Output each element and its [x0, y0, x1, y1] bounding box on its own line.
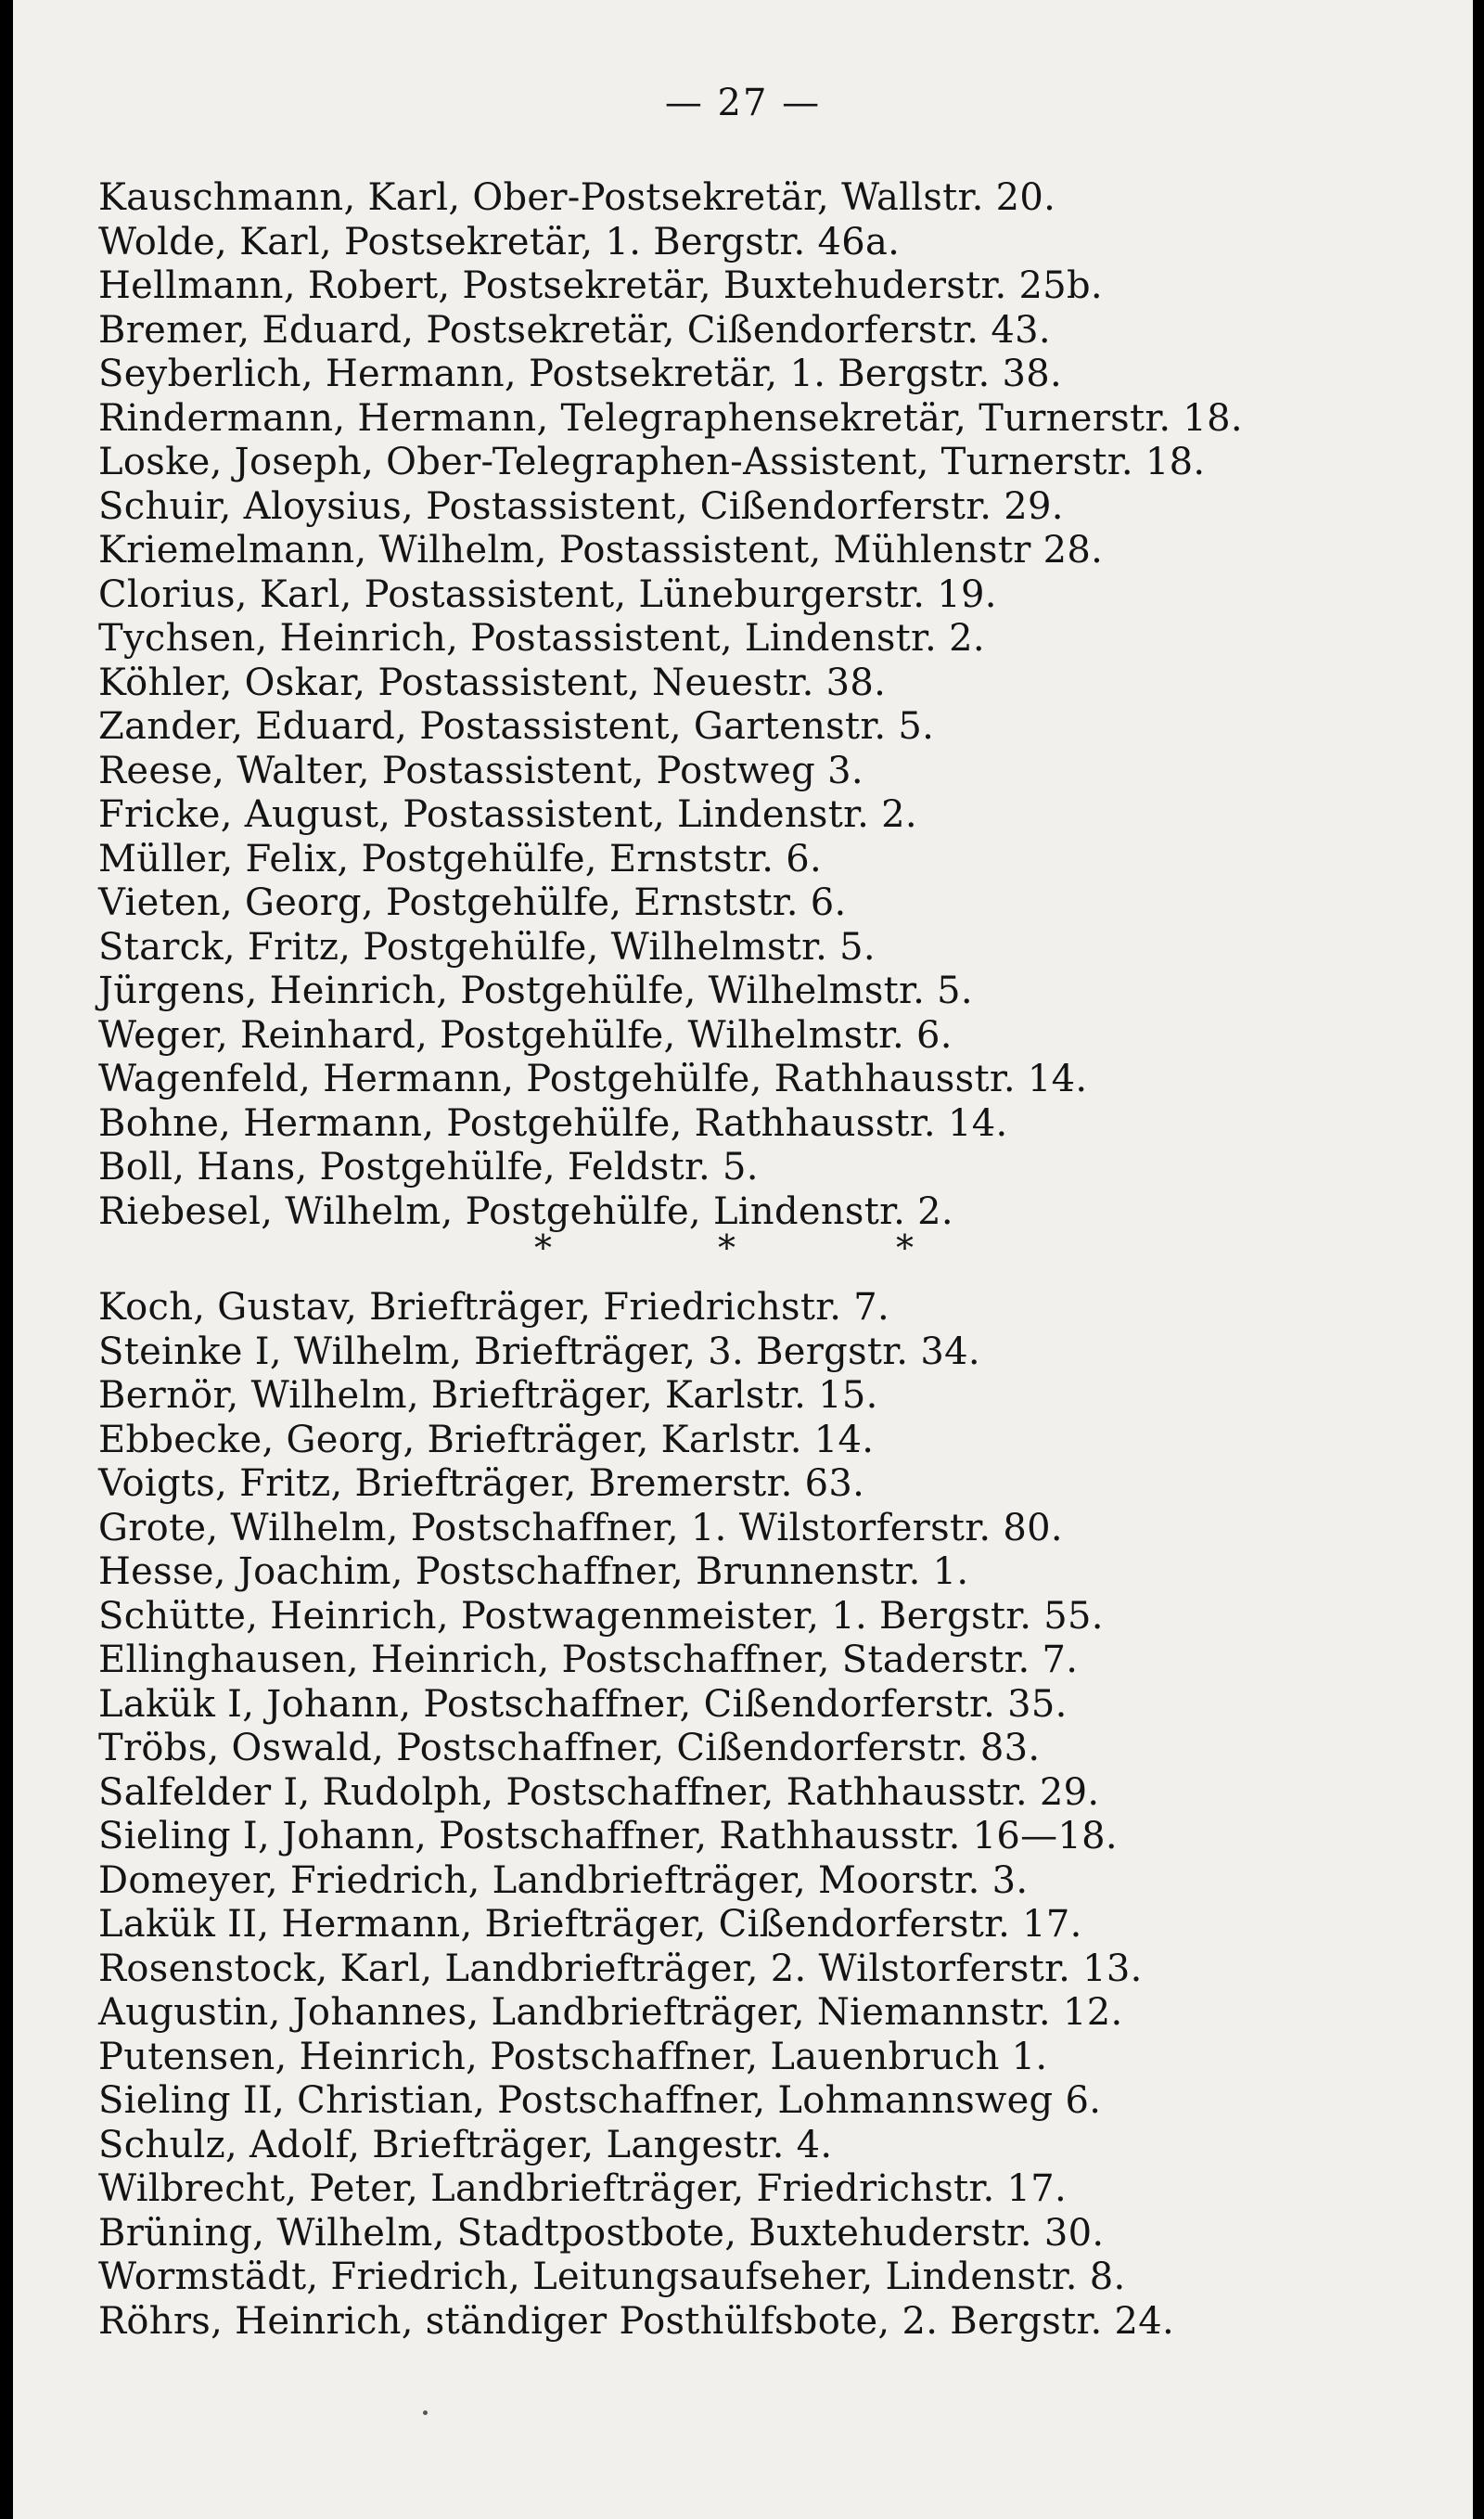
section-postal-officials: [98, 176, 1415, 1234]
ink-speck: [423, 2410, 428, 2415]
list-item: Putensen, Heinrich, Postschaffner, Lauenbruch 1.: [98, 2035, 1048, 2078]
list-item: Kauschmann, Karl, Ober-Postsekretär, Wallstr. 20.: [98, 176, 1056, 219]
list-item: Vieten, Georg, Postgehülfe, Ernststr. 6.: [98, 881, 847, 924]
list-item: Tychsen, Heinrich, Postassistent, Lindenstr. 2.: [98, 617, 985, 660]
list-item: Loske, Joseph, Ober-Telegraphen-Assistent, Turnerstr. 18.: [98, 441, 1206, 483]
list-item: Schuir, Aloysius, Postassistent, Cißendorferstr. 29.: [98, 484, 1064, 528]
list-item: Rindermann, Hermann, Telegraphensekretär, Turnerstr. 18.: [98, 396, 1243, 440]
list-item: Wolde, Karl, Postsekretär, 1. Bergstr. 46a.: [98, 220, 901, 263]
list-item: Lakük II, Hermann, Briefträger, Cißendorferstr. 17.: [98, 1903, 1082, 1946]
list-item: Wilbrecht, Peter, Landbriefträger, Friedrichstr. 17.: [98, 2167, 1067, 2210]
list-item: Ellinghausen, Heinrich, Postschaffner, Staderstr. 7.: [98, 1639, 1079, 1681]
document-page: [13, 0, 1473, 2519]
list-item: Clorius, Karl, Postassistent, Lüneburgerstr. 19.: [98, 572, 997, 616]
page-number: — 27 —: [664, 82, 822, 124]
list-item: Boll, Hans, Postgehülfe, Feldstr. 5.: [98, 1146, 759, 1189]
list-item: Schulz, Adolf, Briefträger, Langestr. 4.: [98, 2123, 833, 2166]
list-item: Weger, Reinhard, Postgehülfe, Wilhelmstr. 6.: [98, 1013, 953, 1057]
list-item: Brüning, Wilhelm, Stadtpostbote, Buxtehuderstr. 30.: [98, 2211, 1105, 2255]
list-item: Ebbecke, Georg, Briefträger, Karlstr. 14.: [98, 1418, 875, 1461]
asterisk-mark: *: [896, 1227, 914, 1268]
section-postal-workers: [98, 1286, 1415, 2344]
list-item: Köhler, Oskar, Postassistent, Neuestr. 38.: [98, 661, 887, 704]
list-item: Reese, Walter, Postassistent, Postweg 3.: [98, 749, 864, 792]
list-item: Müller, Felix, Postgehülfe, Ernststr. 6.: [98, 837, 823, 880]
section-separator: [98, 1227, 1415, 1286]
list-item: Grote, Wilhelm, Postschaffner, 1. Wilstorferstr. 80.: [98, 1506, 1063, 1549]
list-item: Hesse, Joachim, Postschaffner, Brunnenstr. 1.: [98, 1550, 969, 1593]
list-item: Seyberlich, Hermann, Postsekretär, 1. Bergstr. 38.: [98, 353, 1062, 395]
list-item: Schütte, Heinrich, Postwagenmeister, 1. Bergstr. 55.: [98, 1594, 1104, 1638]
list-item: Starck, Fritz, Postgehülfe, Wilhelmstr. 5.: [98, 925, 876, 969]
list-item: Lakük I, Johann, Postschaffner, Cißendorferstr. 35.: [98, 1682, 1068, 1726]
asterisk-mark: *: [718, 1227, 736, 1268]
directory-list: [98, 176, 1415, 2344]
list-item: Zander, Eduard, Postassistent, Gartenstr. 5.: [98, 705, 935, 748]
list-item: Hellmann, Robert, Postsekretär, Buxtehuderstr. 25b.: [98, 264, 1103, 307]
list-item: Koch, Gustav, Briefträger, Friedrichstr. 7.: [98, 1286, 890, 1329]
list-item: Sieling I, Johann, Postschaffner, Rathhausstr. 16—18.: [98, 1815, 1118, 1857]
list-item: Bohne, Hermann, Postgehülfe, Rathhausstr. 14.: [98, 1101, 1008, 1145]
list-item: Jürgens, Heinrich, Postgehülfe, Wilhelmstr. 5.: [98, 970, 973, 1012]
list-item: Tröbs, Oswald, Postschaffner, Cißendorferstr. 83.: [98, 1727, 1041, 1769]
list-item: Wagenfeld, Hermann, Postgehülfe, Rathhausstr. 14.: [98, 1058, 1088, 1100]
list-item: Salfelder I, Rudolph, Postschaffner, Rathhausstr. 29.: [98, 1770, 1100, 1814]
list-item: Bernör, Wilhelm, Briefträger, Karlstr. 15.: [98, 1374, 878, 1417]
list-item: Riebesel, Wilhelm, Postgehülfe, Lindenstr. 2.: [98, 1189, 953, 1233]
asterisk-mark: *: [534, 1227, 552, 1268]
list-item: Röhrs, Heinrich, ständiger Posthülfsbote, 2. Bergstr. 24.: [98, 2299, 1175, 2343]
list-item: Steinke I, Wilhelm, Briefträger, 3. Bergstr. 34.: [98, 1330, 980, 1373]
list-item: Wormstädt, Friedrich, Leitungsaufseher, Lindenstr. 8.: [98, 2256, 1126, 2298]
list-item: Rosenstock, Karl, Landbriefträger, 2. Wilstorferstr. 13.: [98, 1947, 1143, 1990]
list-item: Fricke, August, Postassistent, Lindenstr. 2.: [98, 793, 917, 836]
list-item: Augustin, Johannes, Landbriefträger, Niemannstr. 12.: [98, 1991, 1123, 2034]
list-item: Voigts, Fritz, Briefträger, Bremerstr. 63.: [98, 1462, 865, 1505]
list-item: Kriemelmann, Wilhelm, Postassistent, Mühlenstr 28.: [98, 529, 1104, 572]
list-item: Sieling II, Christian, Postschaffner, Lohmannsweg 6.: [98, 2079, 1102, 2122]
list-item: Bremer, Eduard, Postsekretär, Cißendorferstr. 43.: [98, 308, 1051, 352]
list-item: Domeyer, Friedrich, Landbriefträger, Moorstr. 3.: [98, 1858, 1029, 1902]
